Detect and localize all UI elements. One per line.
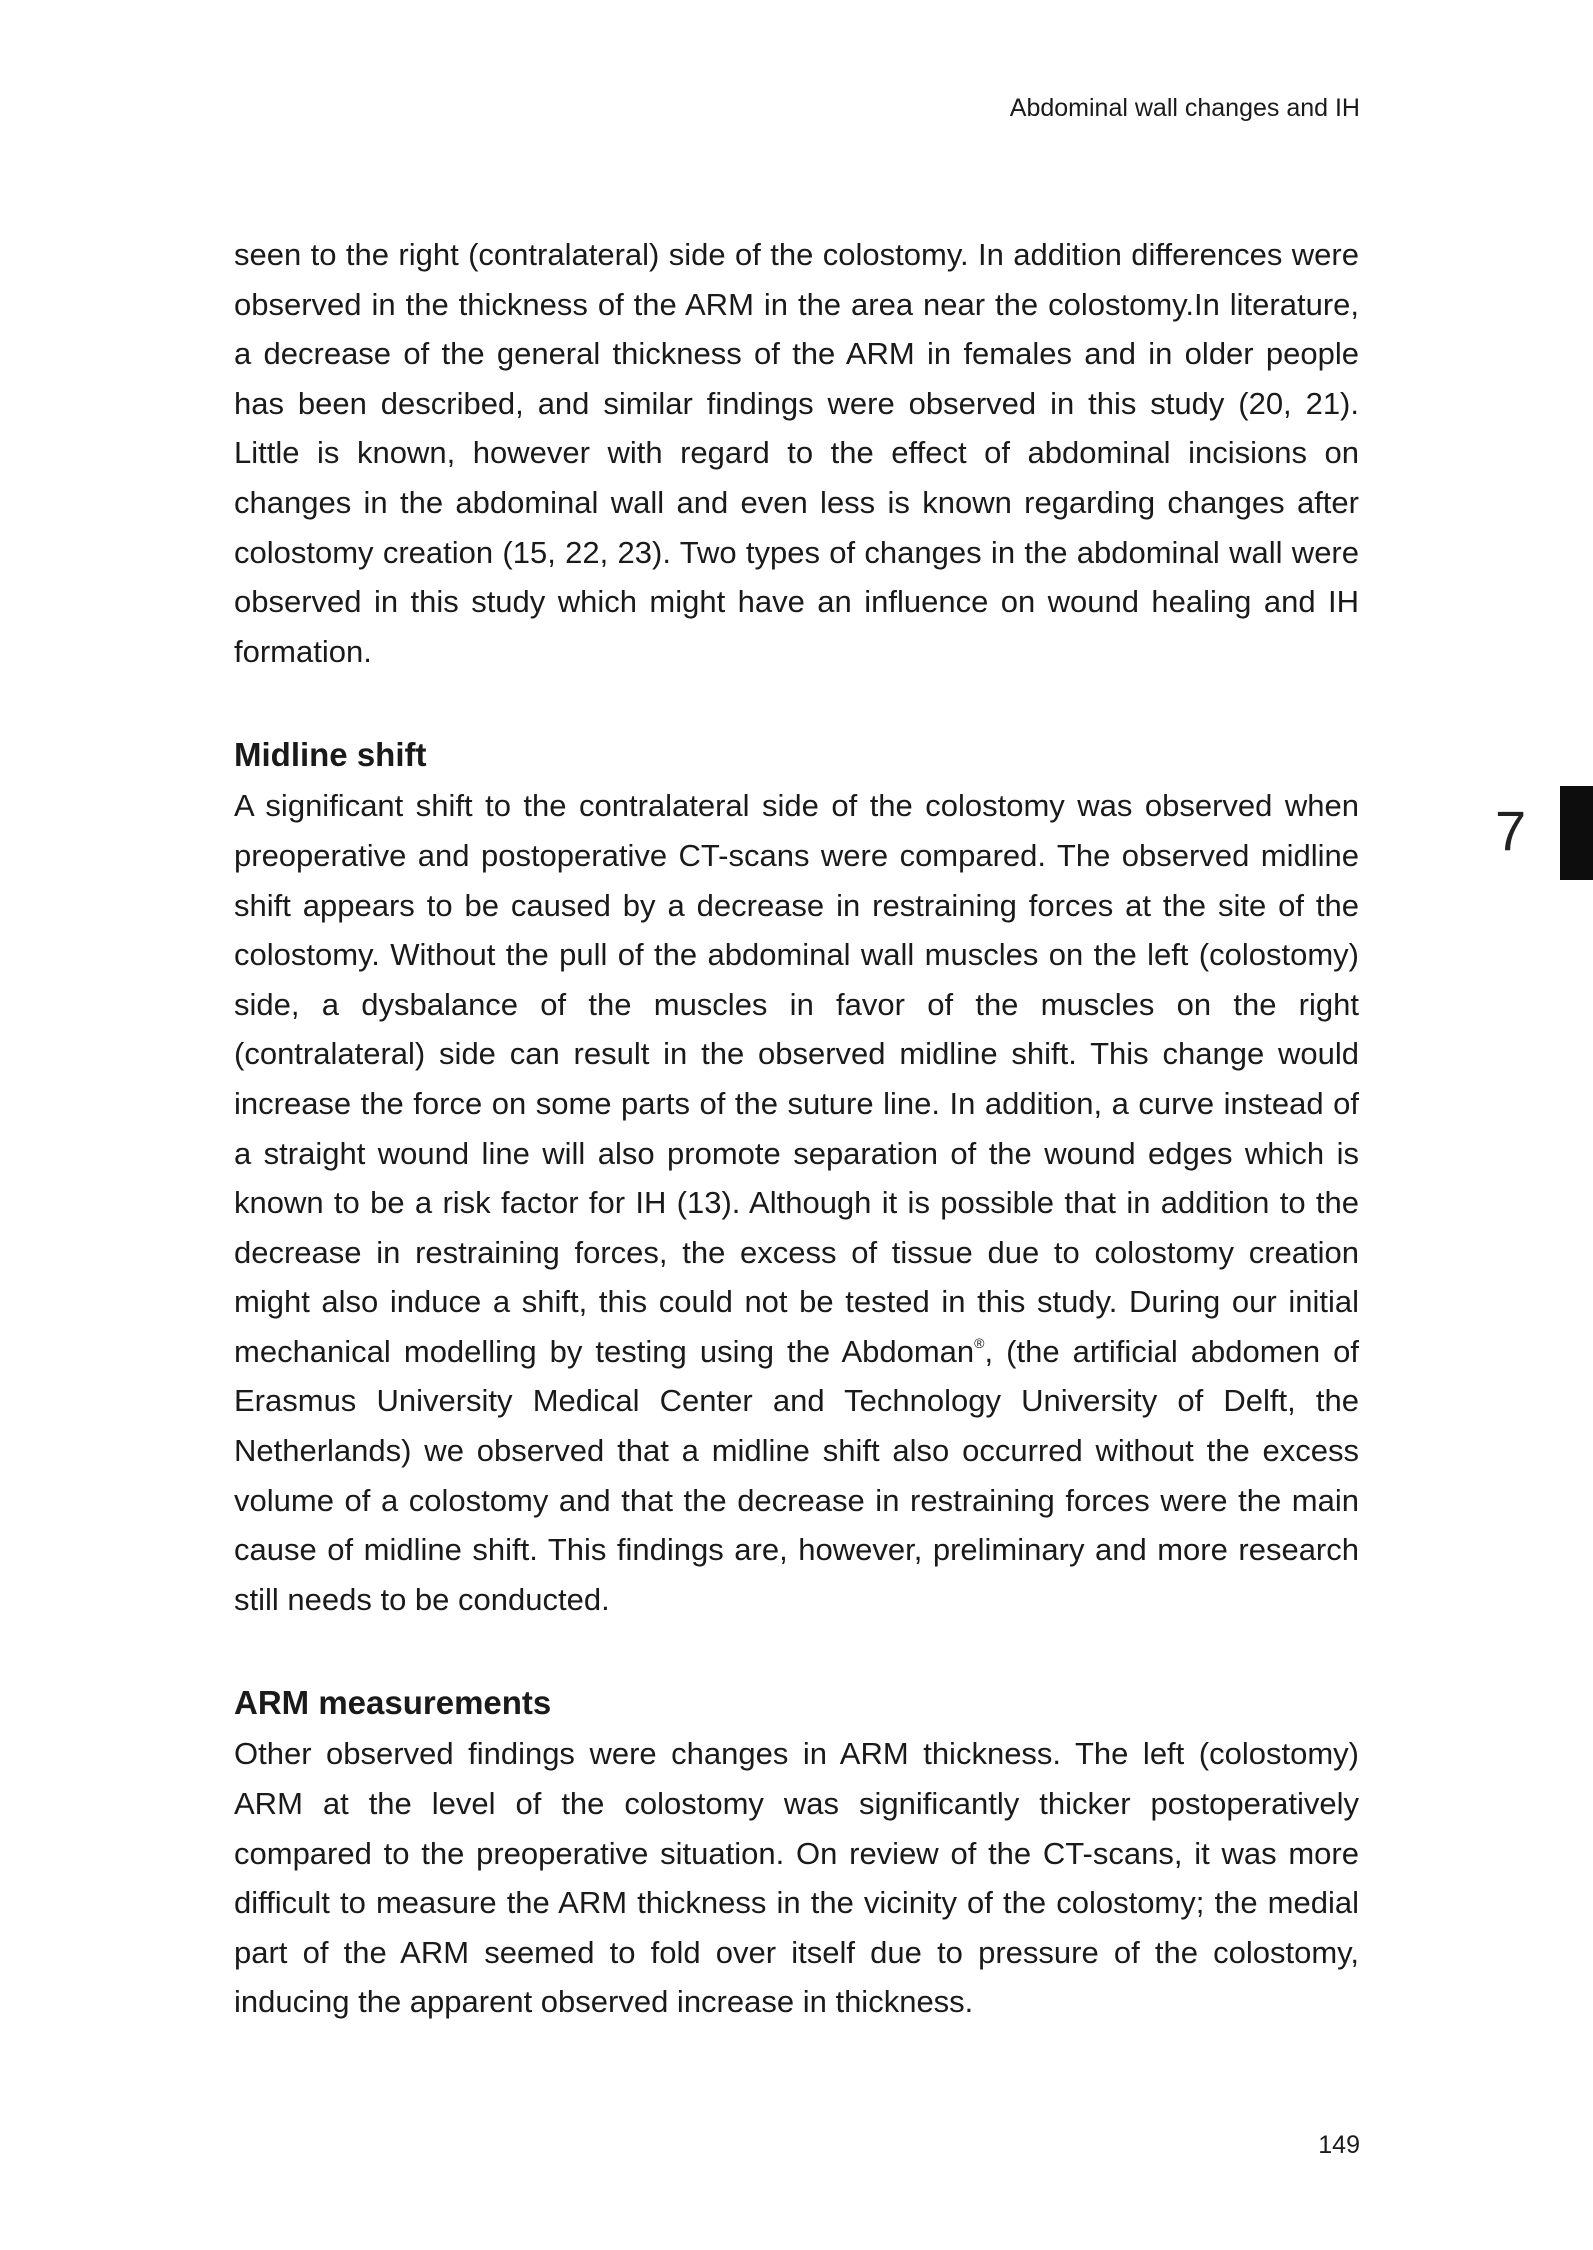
midline-shift-text-part2: , (the artificial abdomen of Erasmus University Medical Center and Technology University of Delft, the Netherlands) we observed that a midline shift also occurred without the excess volume of a colostomy and that the decrease in restraining forces were the main cause of midline shift. This findings are, however, preliminary and more research still needs to be conducted. <box>234 1333 1359 1617</box>
midline-shift-text-part1: A significant shift to the contralateral side of the colostomy was observed when preoperative and postoperative CT-scans were compared. The observed midline shift appears to be caused by a decrease in restraining forces at the site of the colostomy. Without the pull of the abdominal wall muscles on the left (colostomy) side, a dysbalance of the muscles in favor of the muscles on the right (contralateral) side can result in the observed midline shift. This change would increase the force on some parts of the suture line. In addition, a curve instead of a straight wound line will also promote separation of the wound edges which is known to be a risk factor for IH (13). Although it is possible that in addition to the decrease in restraining forces, the excess of tissue due to colostomy creation might also induce a shift, this could not be tested in this study. During our initial mechanical modelling by testing using the Abdoman <box>234 788 1359 1369</box>
intro-paragraph: seen to the right (contralateral) side of the colostomy. In addition differences were observed in the thickness of the ARM in the area near the colostomy.In literature, a decrease of the general thickness of the ARM in females and in older people has been described, and similar findings were observed in this study (20, 21). Little is known, however with regard to the effect of abdominal incisions on changes in the abdominal wall and even less is known regarding changes after colostomy creation (15, 22, 23). Two types of changes in the abdominal wall were observed in this study which might have an influence on wound healing and IH formation. <box>234 237 1359 669</box>
midline-shift-paragraph <box>234 781 1359 1624</box>
registered-mark: ® <box>974 1334 985 1351</box>
running-header: Abdominal wall changes and IH <box>1009 94 1360 122</box>
chapter-number: 7 <box>1495 799 1527 862</box>
section-heading-arm-measurements: ARM measurements <box>234 1684 552 1722</box>
chapter-tab-marker <box>1560 786 1593 880</box>
page-content <box>234 230 1359 2027</box>
page-number: 149 <box>1318 2131 1360 2159</box>
section-heading-midline-shift: Midline shift <box>234 736 427 774</box>
arm-measurements-paragraph: Other observed findings were changes in ARM thickness. The left (colostomy) ARM at the level of the colostomy was significantly thicker postoperatively compared to the preoperative situation. On review of the CT-scans, it was more difficult to measure the ARM thickness in the vicinity of the colostomy; the medial part of the ARM seemed to fold over itself due to pressure of the colostomy, inducing the apparent observed increase in thickness. <box>234 1736 1359 2020</box>
